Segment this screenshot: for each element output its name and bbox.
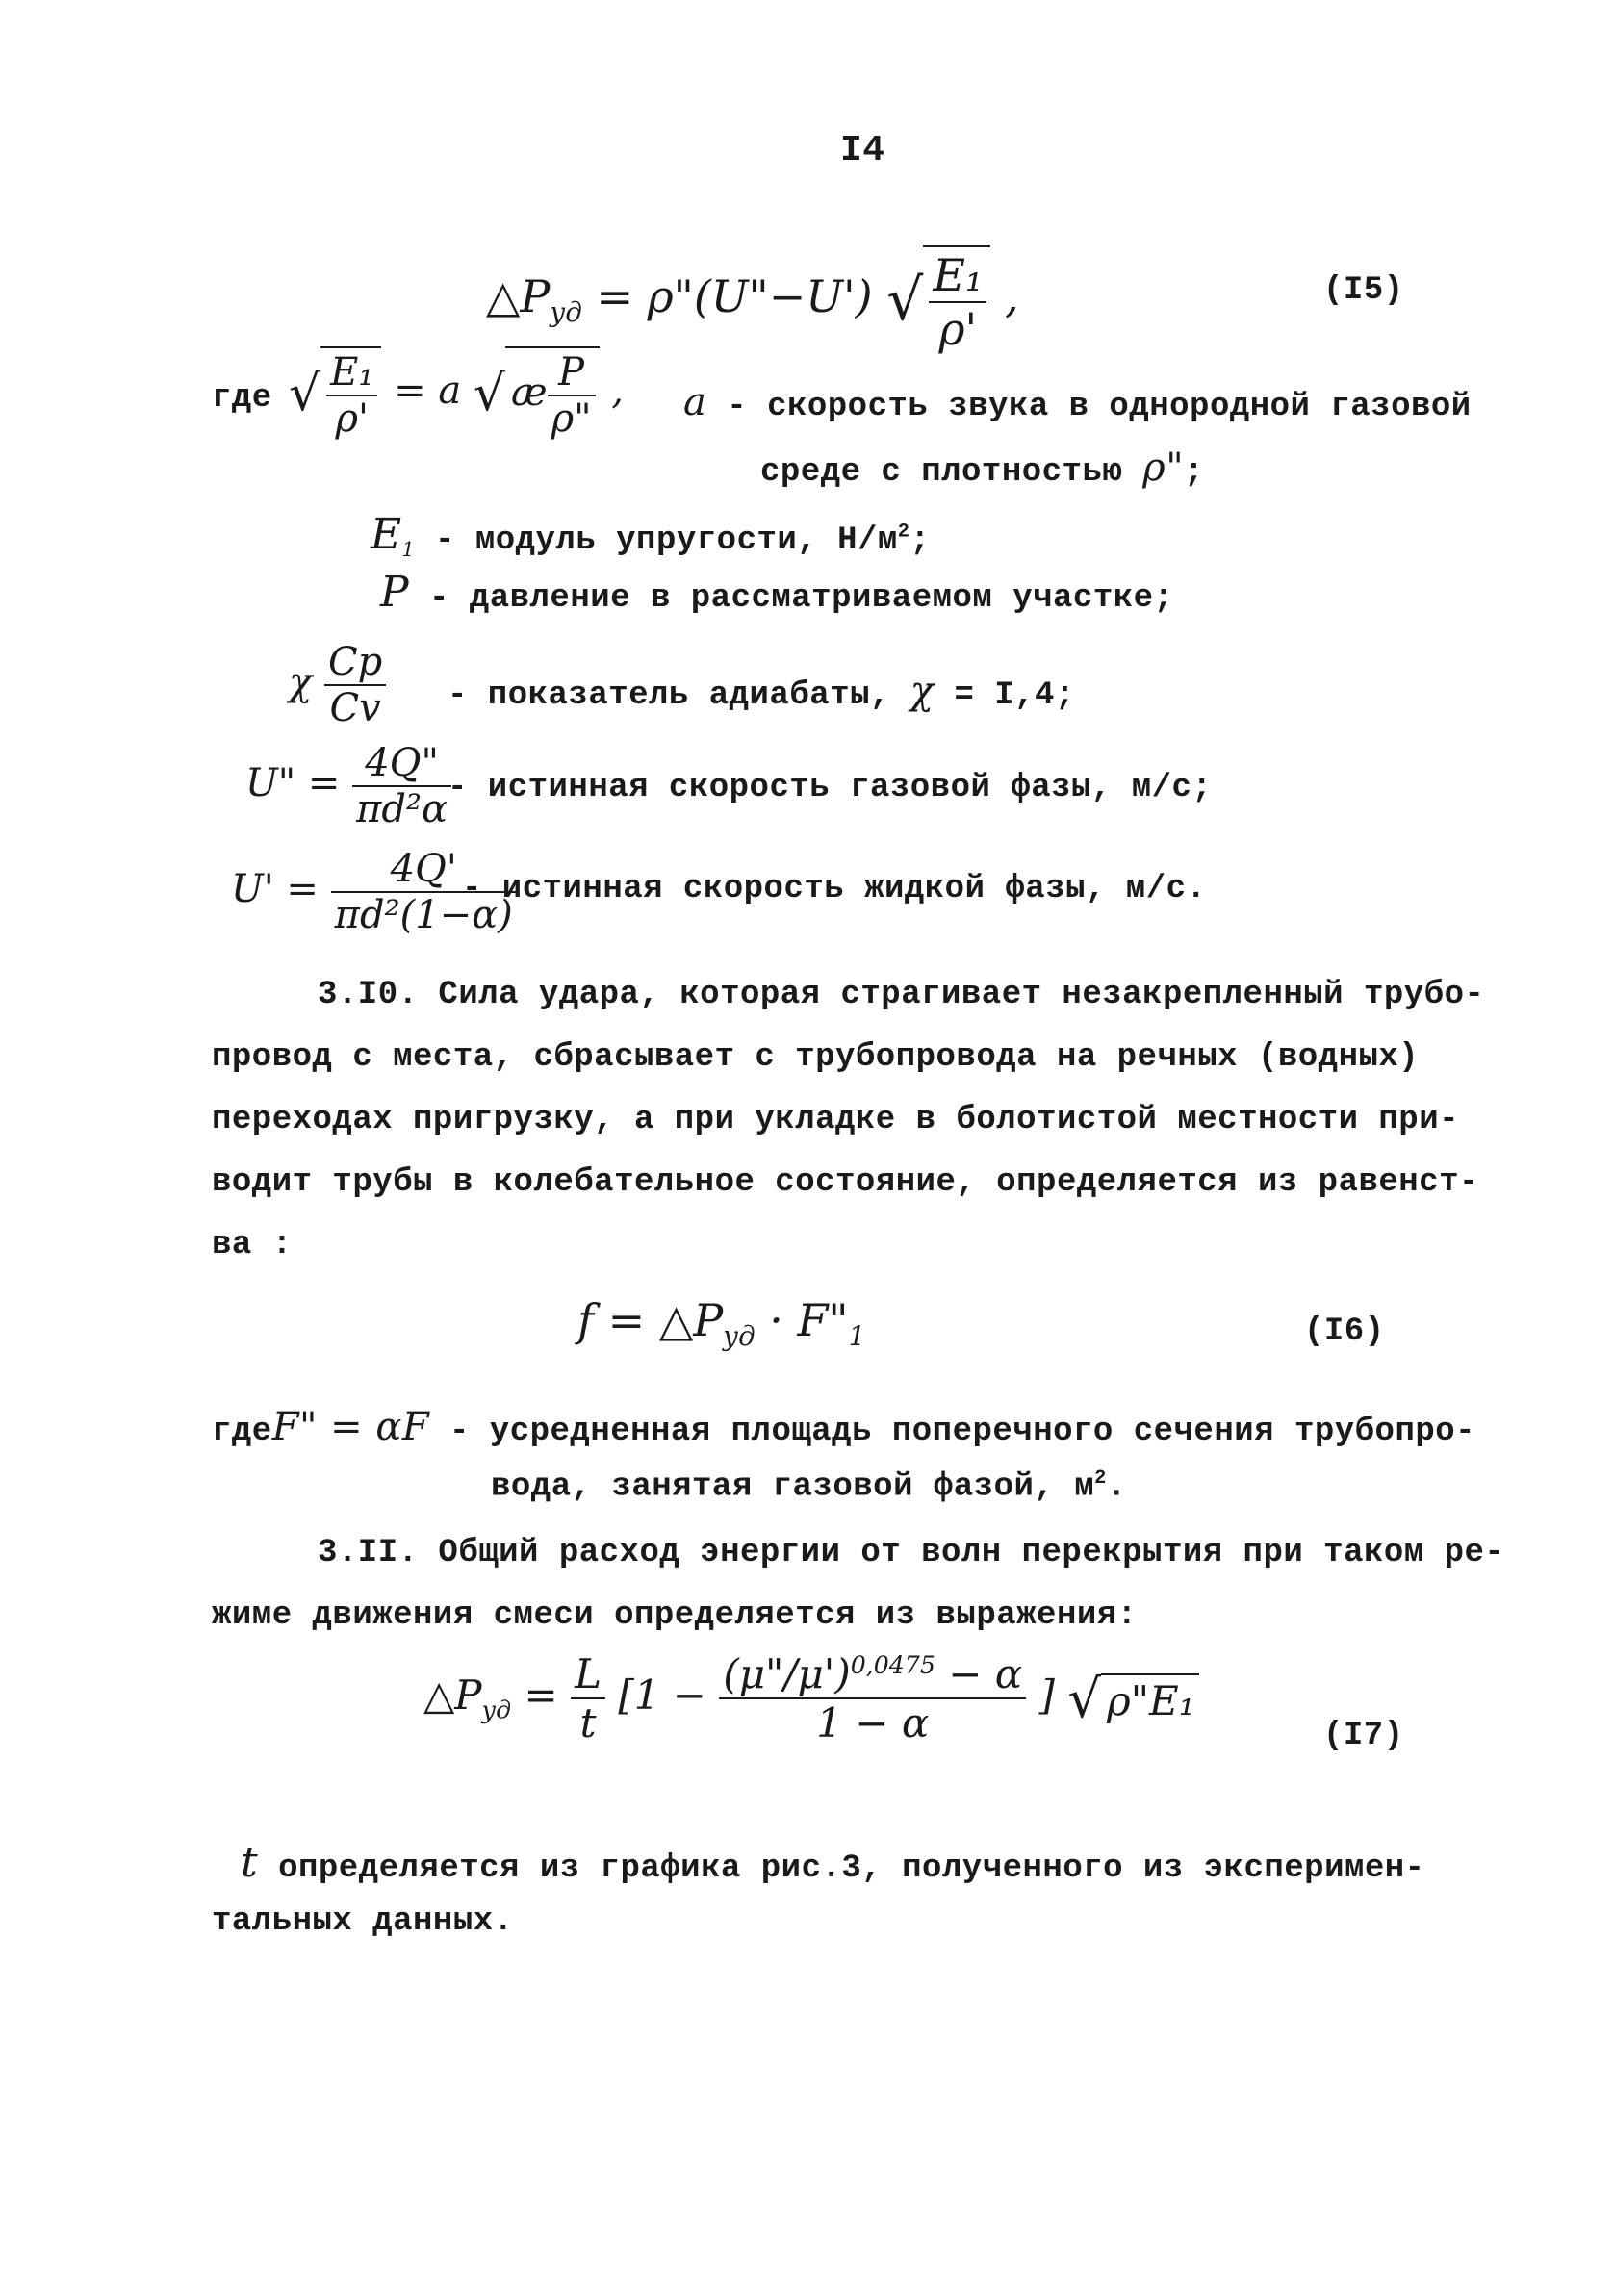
a-text2-symbol: ρ" (1142, 446, 1185, 490)
defs-eq-a: = a (394, 369, 462, 413)
eq16-lhs-sub: уд (723, 1320, 756, 1353)
f-formula: F" = αF (271, 1405, 430, 1449)
e-unit-sup: 2 (897, 521, 910, 544)
radical-icon: √ (1067, 1668, 1102, 1729)
final-text1: определяется из графика рис.3, полученного из эксперимен- (278, 1850, 1425, 1887)
u1-definition: - истинная скорость жидкой фазы, м/с. (462, 871, 1207, 907)
chi-value: = I,4; (954, 677, 1075, 714)
eq16-number: (I6) (1304, 1314, 1385, 1350)
e-symbol: E (371, 510, 402, 559)
defs-inner-num: P (548, 350, 596, 396)
u1-den: πd²(1−α) (334, 893, 513, 937)
eq17-inner-num: (μ"/μ') (723, 1650, 851, 1697)
f-text2-sup: 2 (1094, 1467, 1107, 1490)
eq15-middle: = ρ"(U"−U') (596, 270, 873, 322)
eq17-number: (I7) (1323, 1718, 1404, 1754)
p-text: - давление в рассматриваемом участке; (429, 580, 1174, 617)
a-text: - скорость звука в однородной газовой (727, 389, 1472, 425)
u1-lhs: U' = (231, 867, 319, 911)
para-311-line2: жиме движения смеси определяется из выражения: (212, 1597, 1138, 1634)
eq16-lhs: f = △P (577, 1294, 724, 1346)
radical-icon: √ (289, 365, 321, 422)
eq17-bracket-close: ] (1038, 1671, 1055, 1719)
radical-icon: √ (886, 267, 924, 334)
u2-formula (245, 741, 451, 831)
eq17-frac-den: t (579, 1699, 597, 1747)
t-symbol: t (241, 1838, 259, 1887)
f-text2-tail: . (1106, 1468, 1127, 1506)
defs-inner-den: ρ" (551, 396, 592, 441)
u2-den: πd²α (356, 787, 448, 831)
defs-comma: , (611, 369, 624, 413)
u2-definition: - истинная скорость газовой фазы, м/с; (448, 770, 1213, 806)
e-text-tail: ; (909, 523, 931, 559)
eq15-sqrt-num: E₁ (929, 249, 986, 303)
eq15-lhs: △P (486, 270, 551, 322)
eq15-number: (I5) (1323, 272, 1404, 309)
e-text: - модуль упругости, Н/м (435, 523, 898, 559)
defs-sqrt-num: E₁ (326, 350, 377, 396)
eq16-rhs: · F" (769, 1294, 849, 1346)
chi-den: Cv (329, 686, 381, 730)
equation-17 (423, 1650, 1199, 1747)
eq16-rhs-sub: 1 (848, 1320, 866, 1353)
eq17-lhs: △P (423, 1671, 482, 1719)
radical-icon: √ (473, 365, 506, 422)
eq17-inner-num-tail: − α (948, 1650, 1023, 1697)
u1-num: 4Q' (331, 847, 517, 893)
chi-text: - показатель адиабаты, (448, 677, 890, 714)
eq17-eq: = (524, 1671, 558, 1719)
eq17-sqrt-body: ρ"E₁ (1101, 1673, 1199, 1724)
u2-lhs: U" = (245, 761, 341, 805)
e-definition (371, 510, 930, 561)
eq17-inner-exp: 0,0475 (850, 1651, 935, 1679)
page-number: I4 (840, 130, 885, 171)
sound-speed-formula (289, 346, 624, 441)
a-definition (683, 380, 1472, 425)
eq17-lhs-sub: уд (481, 1696, 512, 1724)
para-310-line1: 3.I0. Сила удара, которая страгивает незакрепленный трубо- (318, 977, 1485, 1013)
e-sub: 1 (401, 537, 416, 561)
p-symbol: P (380, 568, 410, 617)
defs-kappa: æ (511, 370, 548, 415)
chi-num: Cp (324, 640, 386, 686)
eq15-lhs-sub: уд (550, 296, 582, 329)
eq17-bracket-open: [1 − (618, 1671, 706, 1719)
para-310-line3: переходах пригрузку, а при укладке в болотистой местности при- (212, 1102, 1460, 1138)
para-310-line2: провод с места, сбрасывает с трубопровода на речных (водных) (212, 1039, 1420, 1076)
equation-15 (486, 245, 1019, 355)
eq15-sqrt-den: ρ' (938, 303, 978, 355)
chi-lhs: χ (289, 660, 313, 704)
eq17-frac-num: L (571, 1650, 605, 1699)
eq17-inner-den: 1 − α (816, 1699, 930, 1747)
defs-sqrt-den: ρ' (335, 396, 370, 441)
where-label-1: где (212, 380, 272, 417)
final-line1 (241, 1838, 1425, 1887)
para-310-line4: водит трубы в колебательное состояние, определяется из равенст- (212, 1164, 1479, 1201)
a-text2-pre: среде с плотностью (760, 454, 1123, 491)
p-definition (380, 568, 1173, 617)
a-definition-line2 (760, 446, 1204, 491)
chi-formula (289, 640, 386, 730)
u2-num: 4Q" (352, 741, 451, 787)
chi-definition (448, 669, 1075, 714)
f-where: где (212, 1414, 272, 1450)
a-text2-post: ; (1184, 454, 1204, 491)
para-310-line5: ва : (212, 1227, 293, 1263)
a-symbol: a (683, 380, 707, 424)
f-definition (212, 1405, 1475, 1450)
chi-symbol: χ (909, 669, 935, 713)
f-text1: - усредненная площадь поперечного сечения трубопро- (449, 1414, 1476, 1450)
eq15-tail: , (1004, 270, 1019, 322)
f-text2: вода, занятая газовой фазой, м (491, 1468, 1095, 1506)
equation-16 (577, 1294, 865, 1352)
para-311-line1: 3.II. Общий расход энергии от волн перекрытия при таком ре- (318, 1535, 1505, 1571)
f-definition-line2 (491, 1467, 1127, 1505)
final-line2: тальных данных. (212, 1903, 514, 1940)
